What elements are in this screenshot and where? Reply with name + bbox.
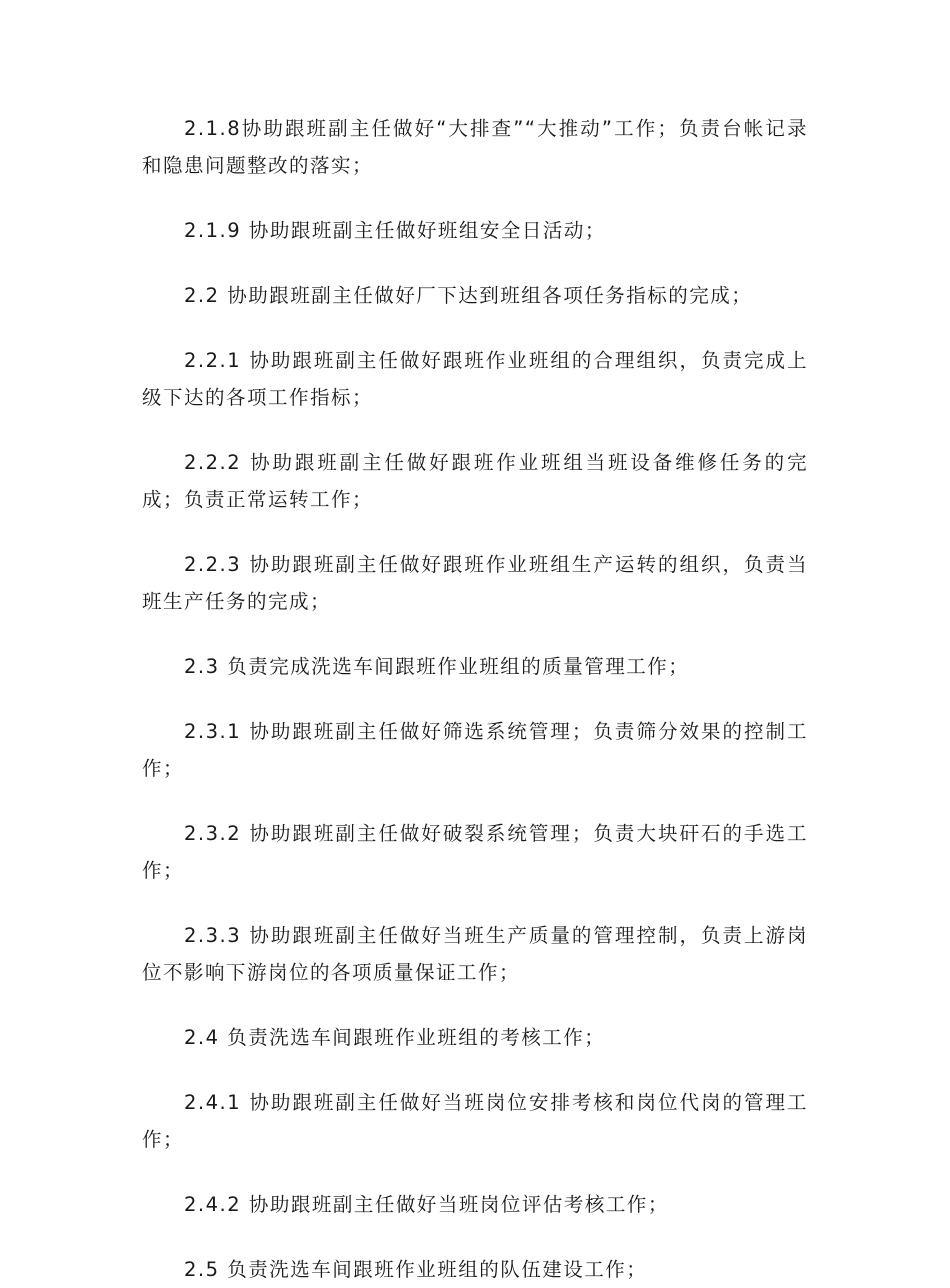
paragraph-2-3-2: 2.3.2 协助跟班副主任做好破裂系统管理；负责大块矸石的手选工作； — [142, 822, 808, 882]
paragraph-2-4-2: 2.4.2 协助跟班副主任做好当班岗位评估考核工作； — [184, 1193, 669, 1216]
paragraph-2-3: 2.3 负责完成洗选车间跟班作业班组的质量管理工作； — [184, 655, 690, 678]
paragraph-2-3-1: 2.3.1 协助跟班副主任做好筛选系统管理；负责筛分效果的控制工作； — [142, 720, 808, 780]
paragraph-2-4: 2.4 负责洗选车间跟班作业班组的考核工作； — [184, 1026, 606, 1049]
paragraph-2-2: 2.2 协助跟班副主任做好厂下达到班组各项任务指标的完成； — [184, 284, 753, 307]
paragraph-2-2-1: 2.2.1 协助跟班副主任做好跟班作业班组的合理组织，负责完成上级下达的各项工作指标； — [142, 349, 808, 409]
paragraph-2-4-1: 2.4.1 协助跟班副主任做好当班岗位安排考核和岗位代岗的管理工作； — [142, 1091, 808, 1151]
paragraph-2-1-9: 2.1.9 协助跟班副主任做好班组安全日活动； — [184, 219, 606, 242]
paragraph-2-1-8: 2.1.8协助跟班副主任做好“大排查”“大推动”工作；负责台帐记录和隐患问题整改的落实； — [142, 117, 808, 177]
paragraph-2-3-3: 2.3.3 协助跟班副主任做好当班生产质量的管理控制，负责上游岗位不影响下游岗位的各项质量保证工作； — [142, 924, 808, 984]
paragraph-2-2-2: 2.2.2 协助跟班副主任做好跟班作业班组当班设备维修任务的完成；负责正常运转工作； — [142, 451, 808, 511]
paragraph-2-2-3: 2.2.3 协助跟班副主任做好跟班作业班组生产运转的组织，负责当班生产任务的完成； — [142, 553, 808, 613]
paragraph-2-5: 2.5 负责洗选车间跟班作业班组的队伍建设工作； — [184, 1258, 648, 1281]
